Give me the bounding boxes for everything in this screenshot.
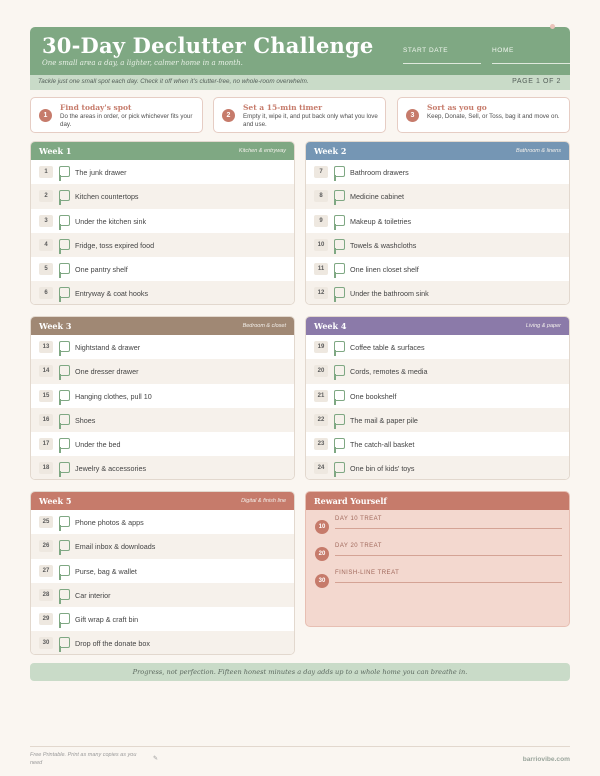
- checkbox-tail-icon: [334, 175, 336, 181]
- checkbox-tail-icon: [334, 399, 336, 405]
- home-field[interactable]: [492, 47, 570, 64]
- day-row: [31, 456, 294, 480]
- task-label: Cords, remotes & media: [350, 367, 428, 377]
- task-label: Under the bed: [75, 440, 121, 450]
- day-row: [31, 359, 294, 383]
- checkbox-tail-icon: [334, 272, 336, 278]
- day-row: [306, 281, 569, 305]
- checkbox-tail-icon: [334, 374, 336, 380]
- week-title: Week 4: [314, 321, 347, 331]
- reward-header: [306, 492, 569, 510]
- day-row: [306, 160, 569, 184]
- day-row: [31, 160, 294, 184]
- task-label: Fridge, toss expired food: [75, 240, 155, 250]
- day-row: [31, 534, 294, 558]
- task-label: Towels & washcloths: [350, 240, 417, 250]
- page-subtitle: One small area a day, a lighter, calmer home in a month.: [42, 59, 243, 67]
- checkbox-tail-icon: [59, 598, 61, 604]
- treat-row[interactable]: [306, 566, 570, 593]
- task-label: Phone photos & apps: [75, 518, 144, 527]
- day-row: [31, 281, 294, 305]
- day-number: 23: [314, 438, 328, 450]
- task-label: Nightstand & drawer: [75, 343, 141, 352]
- day-number: 24: [314, 462, 328, 474]
- day-number: 19: [314, 341, 328, 353]
- step-text: Keep, Donate, Sell, or Toss, bag it and move on.: [427, 113, 560, 120]
- day-number: 3: [39, 215, 53, 227]
- day-number: 14: [39, 365, 53, 377]
- week-card: [305, 141, 570, 305]
- checkbox-tail-icon: [59, 447, 61, 453]
- checkbox-tail-icon: [59, 199, 61, 205]
- task-label: Hanging clothes, pull 10: [75, 391, 152, 401]
- day-number: 11: [314, 263, 328, 275]
- day-row: [31, 335, 294, 359]
- task-label: Medicine cabinet: [350, 192, 404, 202]
- week-header: [31, 142, 294, 160]
- day-row: [31, 408, 294, 432]
- treat-label: FINISH-LINE TREAT: [335, 570, 400, 576]
- week-tag: Digital & finish line: [241, 498, 286, 504]
- day-row: [31, 257, 294, 281]
- week-card: [30, 491, 295, 655]
- task-label: One bookshelf: [350, 391, 397, 401]
- day-row: [31, 607, 294, 631]
- day-number: 25: [39, 516, 53, 528]
- checkbox-tail-icon: [334, 296, 336, 302]
- day-row: [306, 359, 569, 383]
- step-title: Sort as you go: [427, 103, 487, 112]
- week-header: [31, 317, 294, 335]
- day-number: 5: [39, 263, 53, 275]
- day-number: 22: [314, 414, 328, 426]
- day-row: [31, 510, 294, 534]
- step-title: Set a 15-min timer: [243, 103, 323, 112]
- checkbox-tail-icon: [334, 423, 336, 429]
- week-card: [30, 316, 295, 480]
- step-number: 2: [222, 109, 235, 122]
- task-label: One dresser drawer: [75, 367, 139, 377]
- day-number: 21: [314, 390, 328, 402]
- checkbox-tail-icon: [59, 350, 61, 356]
- checkbox-tail-icon: [59, 423, 61, 429]
- footer-quote: Progress, not perfection. Fifteen honest minutes a day adds up to a whole home you can breathe in.: [132, 668, 468, 676]
- start-date-field[interactable]: [403, 47, 481, 64]
- decorative-dot: [550, 24, 555, 29]
- checkbox-tail-icon: [59, 646, 61, 652]
- treat-day-badge: 10: [315, 520, 329, 534]
- checkbox-tail-icon: [334, 248, 336, 254]
- treat-label: DAY 10 TREAT: [335, 516, 382, 522]
- task-label: One linen closet shelf: [350, 265, 419, 275]
- task-label: The junk drawer: [75, 168, 127, 177]
- day-number: 4: [39, 239, 53, 251]
- checkbox-tail-icon: [59, 471, 61, 477]
- week-tag: Bathroom & linens: [516, 148, 561, 154]
- checkbox-tail-icon: [59, 374, 61, 380]
- week-card: [305, 316, 570, 480]
- task-label: One bin of kids' toys: [350, 464, 415, 474]
- day-number: 12: [314, 287, 328, 299]
- day-number: 29: [39, 613, 53, 625]
- week-card: [30, 141, 295, 305]
- checkbox-tail-icon: [59, 224, 61, 230]
- day-number: 15: [39, 390, 53, 402]
- day-row: [31, 631, 294, 655]
- page-number: PAGE 1 OF 2: [512, 78, 561, 85]
- footer-quote-bar: [30, 663, 570, 681]
- week-tag: Living & paper: [525, 323, 561, 329]
- reward-title: Reward Yourself: [314, 496, 387, 506]
- day-number: 26: [39, 540, 53, 552]
- task-label: Car interior: [75, 590, 111, 600]
- task-label: The mail & paper pile: [350, 415, 418, 425]
- treat-write-line[interactable]: [335, 582, 562, 583]
- header-banner: [30, 27, 570, 75]
- day-number: 2: [39, 190, 53, 202]
- checkbox-tail-icon: [59, 248, 61, 254]
- task-label: Purse, bag & wallet: [75, 566, 137, 576]
- start-date-label: START DATE: [403, 47, 449, 54]
- step-card-3: [397, 97, 570, 133]
- week-header: [306, 317, 569, 335]
- treat-day-badge: 20: [315, 547, 329, 561]
- day-row: [31, 233, 294, 257]
- task-label: The catch-all basket: [350, 440, 415, 450]
- task-label: Shoes: [75, 415, 96, 425]
- day-row: [306, 257, 569, 281]
- tagline: Tackle just one small spot each day. Check it off when it's clutter-free, no whole-room overwhelm.: [38, 78, 309, 85]
- day-row: [306, 432, 569, 456]
- task-label: Drop off the donate box: [75, 639, 150, 649]
- day-row: [306, 384, 569, 408]
- day-number: 7: [314, 166, 328, 178]
- day-row: [31, 559, 294, 583]
- task-label: Entryway & coat hooks: [75, 289, 149, 299]
- task-label: Makeup & toiletries: [350, 216, 412, 226]
- checkbox-tail-icon: [334, 224, 336, 230]
- day-number: 27: [39, 565, 53, 577]
- day-number: 10: [314, 239, 328, 251]
- checkbox-tail-icon: [59, 622, 61, 628]
- checkbox-tail-icon: [59, 574, 61, 580]
- day-number: 18: [39, 462, 53, 474]
- day-number: 16: [39, 414, 53, 426]
- task-label: Bathroom drawers: [350, 168, 409, 177]
- reward-card: [305, 491, 570, 627]
- home-label: HOME: [492, 47, 514, 54]
- bottom-divider: [30, 746, 570, 747]
- day-row: [31, 432, 294, 456]
- page-title: 30-Day Declutter Challenge: [42, 33, 374, 58]
- task-label: Gift wrap & craft bin: [75, 615, 139, 625]
- treat-day-badge: 30: [315, 574, 329, 588]
- day-row: [306, 408, 569, 432]
- task-label: Under the kitchen sink: [75, 216, 147, 226]
- day-number: 30: [39, 637, 53, 649]
- checkbox-tail-icon: [334, 350, 336, 356]
- treat-row[interactable]: [306, 512, 570, 539]
- task-label: Kitchen countertops: [75, 192, 139, 202]
- task-label: Email inbox & downloads: [75, 542, 156, 552]
- week-header: [31, 492, 294, 510]
- day-row: [306, 456, 569, 480]
- day-number: 9: [314, 215, 328, 227]
- day-row: [306, 335, 569, 359]
- day-row: [306, 233, 569, 257]
- task-label: Coffee table & surfaces: [350, 343, 425, 352]
- checkbox-tail-icon: [59, 296, 61, 302]
- tagline-bar: [30, 75, 570, 90]
- day-number: 8: [314, 190, 328, 202]
- checkbox-tail-icon: [59, 549, 61, 555]
- checkbox-tail-icon: [334, 471, 336, 477]
- pencil-icon: ✎: [153, 756, 159, 762]
- task-label: Jewelry & accessories: [75, 464, 147, 474]
- checkbox-tail-icon: [334, 199, 336, 205]
- day-number: 17: [39, 438, 53, 450]
- treat-label: DAY 20 TREAT: [335, 543, 382, 549]
- task-label: One pantry shelf: [75, 265, 128, 275]
- week-title: Week 2: [314, 146, 347, 156]
- week-title: Week 1: [39, 146, 72, 156]
- step-card-2: [213, 97, 386, 133]
- treat-row[interactable]: [306, 539, 570, 566]
- step-card-1: [30, 97, 203, 133]
- week-tag: Bedroom & closet: [242, 323, 286, 329]
- day-row: [31, 209, 294, 233]
- step-number: 3: [406, 109, 419, 122]
- checkbox-tail-icon: [59, 175, 61, 181]
- site-url[interactable]: barriovibe.com: [522, 756, 570, 763]
- day-row: [31, 384, 294, 408]
- step-text: Empty it, wipe it, and put back only what you love and use.: [243, 113, 378, 128]
- step-title: Find today's spot: [60, 103, 132, 112]
- day-row: [306, 184, 569, 208]
- day-row: [306, 209, 569, 233]
- day-row: [31, 184, 294, 208]
- day-number: 1: [39, 166, 53, 178]
- printable-note: Free Printable. Print as many copies as you need: [30, 752, 137, 766]
- step-number: 1: [39, 109, 52, 122]
- treat-write-line[interactable]: [335, 528, 562, 529]
- week-tag: Kitchen & entryway: [238, 148, 286, 154]
- week-title: Week 3: [39, 321, 72, 331]
- day-number: 13: [39, 341, 53, 353]
- day-row: [31, 583, 294, 607]
- day-number: 6: [39, 287, 53, 299]
- treat-write-line[interactable]: [335, 555, 562, 556]
- checkbox-tail-icon: [59, 525, 61, 531]
- task-label: Under the bathroom sink: [350, 289, 429, 299]
- checkbox-tail-icon: [59, 399, 61, 405]
- day-number: 20: [314, 365, 328, 377]
- checkbox-tail-icon: [334, 447, 336, 453]
- day-number: 28: [39, 589, 53, 601]
- week-title: Week 5: [39, 496, 72, 506]
- week-header: [306, 142, 569, 160]
- step-text: Do the areas in order, or pick whichever fits your day.: [60, 113, 193, 128]
- checkbox-tail-icon: [59, 272, 61, 278]
